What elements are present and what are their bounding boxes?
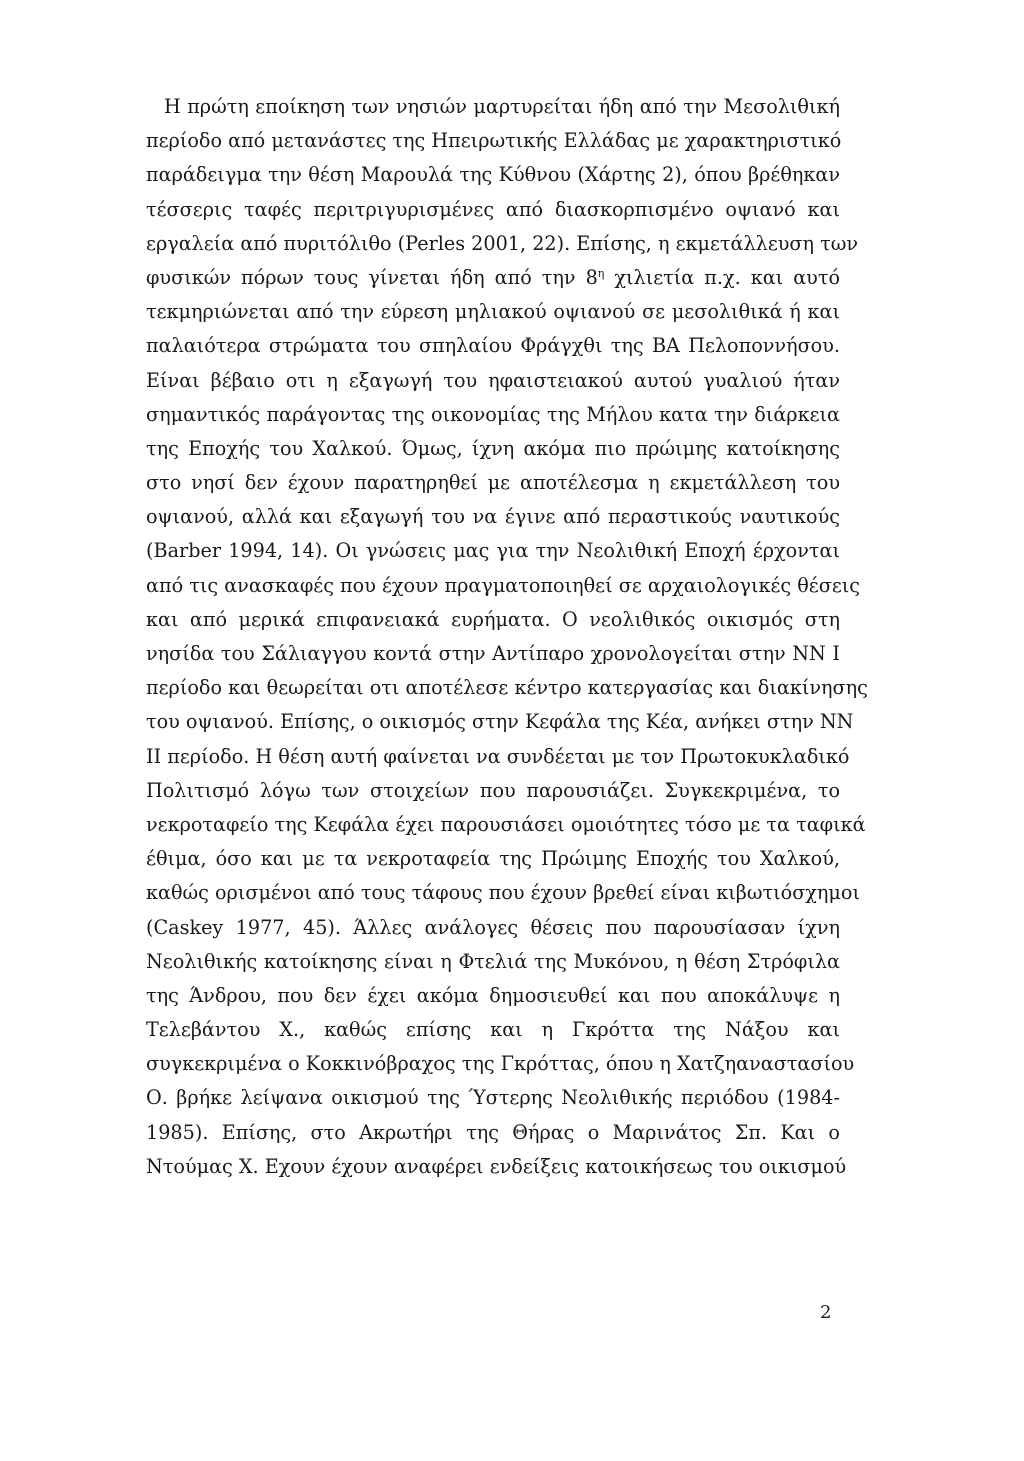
text-line: της Άνδρου, που δεν έχει ακόμα δημοσιευθεί και που αποκάλυψε η bbox=[146, 983, 840, 1007]
text-line-with-superscript bbox=[146, 261, 840, 295]
text-line: παλαιότερα στρώματα του σπηλαίου Φράγχθι της ΒΑ Πελοποννήσου. bbox=[146, 334, 840, 358]
text-line: (Barber 1994, 14). Οι γνώσεις μας για την Νεολιθική Εποχή έρχονται bbox=[146, 539, 840, 563]
text-line: Τελεβάντου Χ., καθώς επίσης και η Γκρόττα της Νάξου και bbox=[146, 1018, 840, 1042]
text-line: νησίδα του Σάλιαγγου κοντά στην Αντίπαρο χρονολογείται στην ΝΝ Ι bbox=[146, 642, 840, 665]
text-fragment: χιλιετία π.χ. και αυτό bbox=[604, 265, 840, 289]
text-line: Είναι βέβαιο οτι η εξαγωγή του ηφαιστειακού αυτού γυαλιού ήταν bbox=[146, 368, 840, 392]
text-line: εργαλεία από πυριτόλιθο (Perles 2001, 22). Επίσης, η εκμετάλλευση των bbox=[146, 231, 859, 255]
text-line: Ντούμας Χ. Εχουν έχουν αναφέρει ενδείξεις κατοικήσεως του οικισμού bbox=[146, 1154, 847, 1178]
text-line: συγκεκριμένα ο Κοκκινόβραχος της Γκρόττας, όπου η Χατζηαναστασίου bbox=[146, 1052, 855, 1076]
text-line: παράδειγμα την θέση Μαρουλά της Κύθνου (Χάρτης 2), όπου βρέθηκαν bbox=[146, 163, 840, 187]
text-line: από τις ανασκαφές που έχουν πραγματοποιηθεί σε αρχαιολογικές θέσεις bbox=[146, 573, 861, 597]
page-number: 2 bbox=[820, 1302, 832, 1323]
text-line: Ο. βρήκε λείψανα οικισμού της Ύστερης Νεολιθικής περιόδου (1984- bbox=[146, 1086, 840, 1110]
text-line: οψιανού, αλλά και εξαγωγή του να έγινε από περαστικούς ναυτικούς bbox=[146, 505, 840, 529]
text-line: Νεολιθικής κατοίκησης είναι η Φτελιά της Μυκόνου, η θέση Στρόφιλα bbox=[146, 949, 840, 973]
text-line: στο νησί δεν έχουν παρατηρηθεί με αποτέλεσμα η εκμετάλλεση του bbox=[146, 471, 840, 495]
text-line: νεκροταφείο της Κεφάλα έχει παρουσιάσει ομοιότητες τόσο με τα ταφικά bbox=[146, 812, 866, 836]
text-line: τέσσερις ταφές περιτριγυρισμένες από διασκορπισμένο οψιανό και bbox=[146, 197, 840, 221]
text-line: Πολιτισμό λόγω των στοιχείων που παρουσιάζει. Συγκεκριμένα, το bbox=[146, 778, 840, 802]
text-line: 1985). Επίσης, στο Ακρωτήρι της Θήρας ο Μαρινάτος Σπ. Και ο bbox=[146, 1120, 840, 1144]
text-line: σημαντικός παράγοντας της οικονομίας της Μήλου κατα την διάρκεια bbox=[146, 402, 840, 426]
text-line: ΙΙ περίοδο. Η θέση αυτή φαίνεται να συνδέεται με τον Πρωτοκυκλαδικό bbox=[146, 744, 850, 768]
text-line: έθιμα, όσο και με τα νεκροταφεία της Πρώιμης Εποχής του Χαλκού, bbox=[146, 847, 840, 871]
text-line: περίοδο από μετανάστες της Ηπειρωτικής Ελλάδας με χαρακτηριστικό bbox=[146, 129, 842, 153]
body-paragraph bbox=[146, 90, 868, 1184]
text-line: τεκμηριώνεται από την εύρεση μηλιακού οψιανού σε μεσολιθικά ή και bbox=[146, 300, 840, 324]
text-fragment: φυσικών πόρων τους γίνεται ήδη από την 8 bbox=[146, 265, 598, 289]
text-line: και από μερικά επιφανειακά ευρήματα. Ο νεολιθικός οικισμός στη bbox=[146, 607, 840, 631]
text-line: του οψιανού. Επίσης, ο οικισμός στην Κεφάλα της Κέα, ανήκει στην ΝΝ bbox=[146, 710, 854, 734]
text-line: (Caskey 1977, 45). Άλλες ανάλογες θέσεις που παρουσίασαν ίχνη bbox=[146, 915, 840, 939]
ordinal-superscript: η bbox=[597, 266, 605, 280]
text-line: Η πρώτη εποίκηση των νησιών μαρτυρείται ήδη από την Μεσολιθική bbox=[164, 95, 840, 118]
text-line: περίοδο και θεωρείται οτι αποτέλεσε κέντρο κατεργασίας και διακίνησης bbox=[146, 676, 868, 700]
text-line: της Εποχής του Χαλκού. Όμως, ίχνη ακόμα πιο πρώιμης κατοίκησης bbox=[146, 436, 840, 460]
text-line: καθώς ορισμένοι από τους τάφους που έχουν βρεθεί είναι κιβωτιόσχημοι bbox=[146, 881, 860, 905]
